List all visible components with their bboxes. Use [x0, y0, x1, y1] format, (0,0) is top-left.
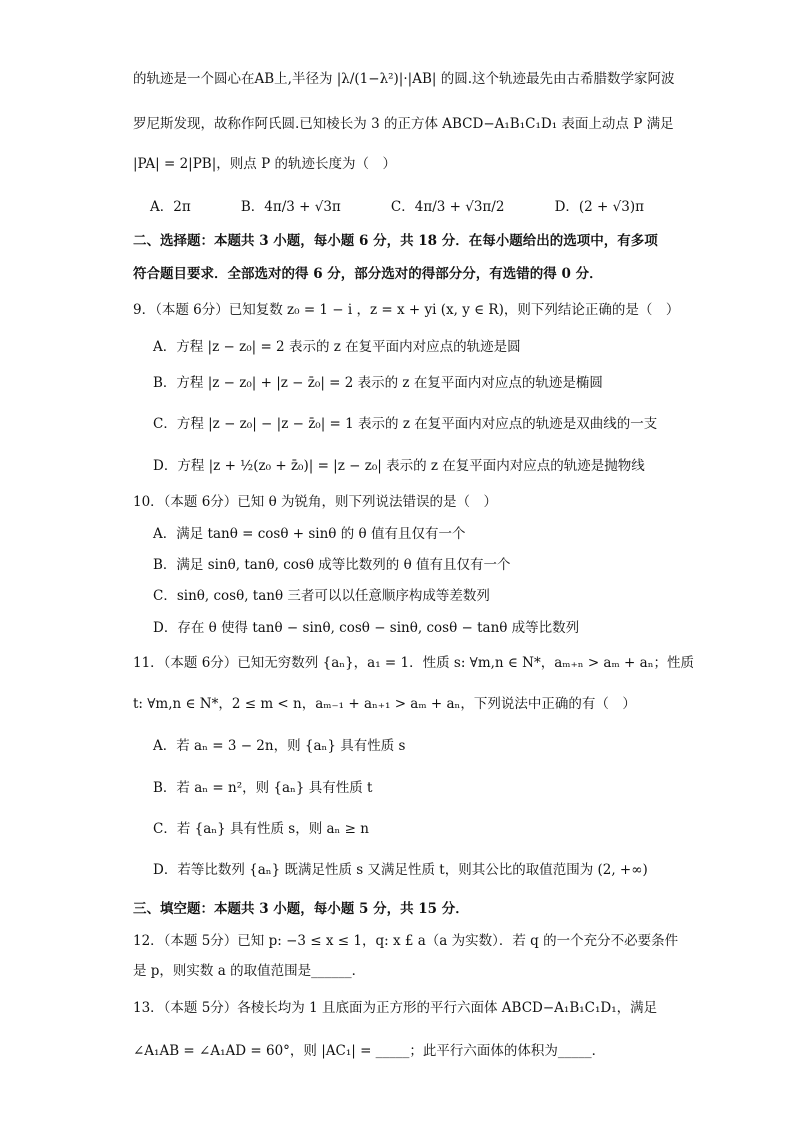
q10-option-d: D．存在 θ 使得 tanθ − sinθ, cosθ − sinθ, cosθ − tanθ 成等比数列	[153, 620, 580, 636]
q8-text-line-2: 罗尼斯发现，故称作阿氏圆.已知棱长为 3 的正方体 ABCD−A₁B₁C₁D₁ 表面上动点 P 满足	[133, 116, 674, 132]
q9-option-c: C．方程 |z − z₀| − |z − z̄₀| = 1 表示的 z 在复平面内对应点的轨迹是双曲线的一支	[153, 416, 658, 432]
q10-stem: 10．（本题 6分）已知 θ 为锐角，则下列说法错误的是（ ）	[133, 494, 498, 510]
q11-option-a: A．若 aₙ = 3 − 2n，则 {aₙ} 具有性质 s	[153, 738, 406, 754]
q11-stem-line-2: t: ∀m,n ∈ N*，2 ≤ m < n，aₘ₋₁ + aₙ₊₁ > aₘ + aₙ，下列说法中正确的有（ ）	[133, 696, 636, 712]
q9-option-d: D．方程 |z + ½(z₀ + z̄₀)| = |z − z₀| 表示的 z 在复平面内对应点的轨迹是抛物线	[153, 458, 645, 474]
q10-option-a: A．满足 tanθ = cosθ + sinθ 的 θ 值有且仅有一个	[153, 526, 466, 542]
q8-option-d: D．(2 + √3)π	[554, 199, 644, 215]
q13-line-1: 13．（本题 5分）各棱长均为 1 且底面为正方形的平行六面体 ABCD−A₁B₁C₁D₁，满足	[133, 1000, 658, 1016]
q8-text-line-3: |PA| = 2|PB|，则点 P 的轨迹长度为（ ）	[133, 156, 396, 172]
section-2-heading-line-1: 二、选择题：本题共 3 小题，每小题 6 分，共 18 分．在每小题给出的选项中，有多项	[133, 233, 658, 249]
q13-line-2: ∠A₁AB = ∠A₁AD = 60°，则 |AC₁| = _____；此平行六面体的体积为_____．	[133, 1043, 606, 1059]
q9-option-a: A．方程 |z − z₀| = 2 表示的 z 在复平面内对应点的轨迹是圆	[153, 339, 521, 355]
q12-line-1: 12．（本题 5分）已知 p: −3 ≤ x ≤ 1，q: x £ a（a 为实数）．若 q 的一个充分不必要条件	[133, 933, 679, 949]
q10-option-c: C．sinθ, cosθ, tanθ 三者可以以任意顺序构成等差数列	[153, 588, 490, 604]
q9-stem: 9．（本题 6分）已知复数 z₀ = 1 − i ，z = x + yi (x, y ∈ R)，则下列结论正确的是（ ）	[133, 302, 680, 318]
q8-option-c: C．4π/3 + √3π/2	[390, 199, 505, 215]
section-2-heading-line-2: 符合题目要求．全部选对的得 6 分，部分选对的得部分分，有选错的得 0 分．	[133, 266, 603, 282]
q8-option-b: B．4π/3 + √3π	[240, 199, 341, 215]
q8-option-a: A．2π	[150, 199, 191, 215]
q12-line-2: 是 p，则实数 a 的取值范围是______．	[133, 963, 366, 979]
q11-option-c: C．若 {aₙ} 具有性质 s，则 aₙ ≥ n	[153, 821, 369, 837]
q8-text-line-1: 的轨迹是一个圆心在AB上,半径为 |λ/(1−λ²)|·|AB| 的圆.这个轨迹最先由古希腊数学家阿波	[133, 71, 675, 87]
q9-option-b: B．方程 |z − z₀| + |z − z̄₀| = 2 表示的 z 在复平面内对应点的轨迹是椭圆	[153, 375, 603, 391]
q11-option-d: D．若等比数列 {aₙ} 既满足性质 s 又满足性质 t，则其公比的取值范围为 (2, +∞)	[153, 862, 648, 878]
q8-options	[150, 196, 644, 218]
q10-option-b: B．满足 sinθ, tanθ, cosθ 成等比数列的 θ 值有且仅有一个	[153, 557, 511, 573]
section-3-heading: 三、填空题：本题共 3 小题，每小题 5 分，共 15 分．	[133, 901, 469, 917]
q11-stem-line-1: 11．（本题 6分）已知无穷数列 {aₙ}，a₁ = 1．性质 s: ∀m,n ∈ N*，aₘ₊ₙ > aₘ + aₙ；性质	[133, 655, 695, 671]
q11-option-b: B．若 aₙ = n²，则 {aₙ} 具有性质 t	[153, 780, 373, 796]
